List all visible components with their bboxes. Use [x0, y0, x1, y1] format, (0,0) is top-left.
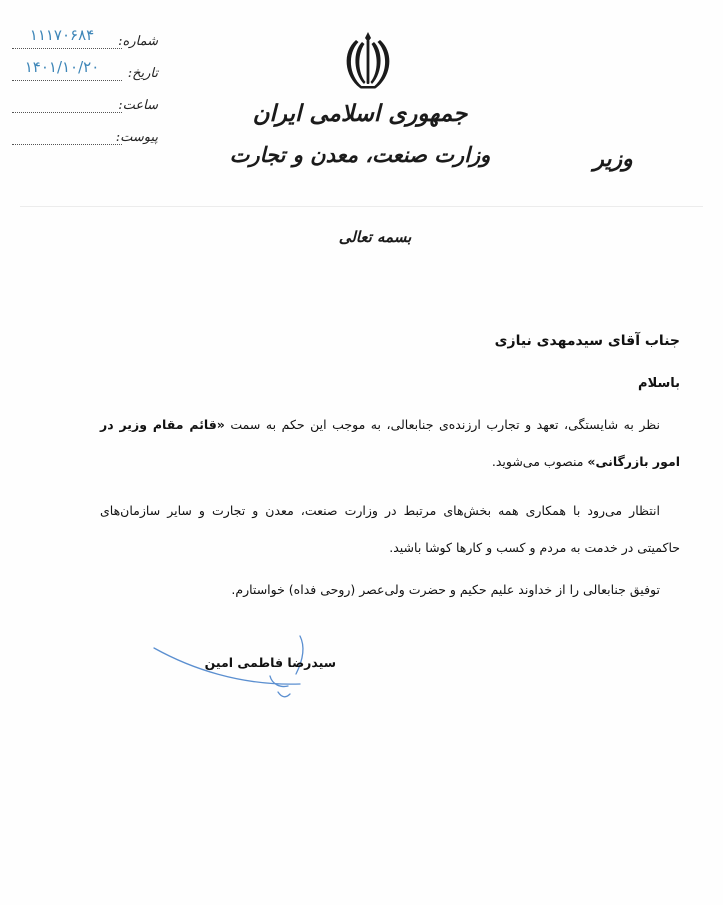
letter-fields [8, 26, 158, 154]
republic-title: جمهوری اسلامی ایران [252, 100, 468, 127]
paragraph-expectation: انتظار می‌رود با همکاری همه بخش‌های مرتبط در وزارت صنعت، معدن و تجارت و سایر سازمان‌های حاکمیتی در خدمت به مردم و کسب و کارها کوشا باشید. [100, 503, 680, 555]
greeting: باسلام [638, 376, 680, 391]
paragraph-appointment [100, 406, 680, 480]
dotted-line [12, 112, 122, 113]
letter-number: ۱۱۱۷۰۶۸۴ [29, 26, 95, 44]
dotted-line [12, 48, 122, 49]
appointment-text: نظر به شایستگی، تعهد و تجارب ارزنده‌ی جنابعالی، به موجب این حکم به سمت [230, 417, 660, 432]
date-field [8, 58, 158, 90]
appointment-position: «قائم مقام وزیر در امور بازرگانی» [100, 417, 680, 469]
number-label: شماره: [118, 34, 158, 49]
time-label: ساعت: [118, 98, 158, 113]
ministry-title: وزارت صنعت، معدن و تجارت [229, 142, 491, 167]
iran-emblem-icon [338, 30, 398, 92]
attachment-field [8, 122, 158, 154]
dotted-line [12, 80, 122, 81]
appointment-closing: منصوب می‌شوید. [491, 454, 584, 469]
number-field [8, 26, 158, 58]
letter-date: ۱۴۰۱/۱۰/۲۰ [24, 58, 100, 76]
time-field [8, 90, 158, 122]
header-divider [20, 206, 703, 207]
invocation: بسمه تعالی [338, 228, 412, 246]
date-label: تاریخ: [127, 66, 158, 81]
dotted-line [12, 144, 122, 145]
paragraph-wishes: توفیق جنابعالی را از خداوند علیم حکیم و حضرت ولی‌عصر (روحی فداه) خواستارم. [231, 582, 660, 597]
attachment-label: پیوست: [115, 130, 158, 145]
signatory-name: سیدرضا فاطمی امین [204, 655, 336, 670]
office-title: وزیر [593, 146, 633, 172]
addressee: جناب آقای سیدمهدی نیازی [494, 333, 680, 349]
